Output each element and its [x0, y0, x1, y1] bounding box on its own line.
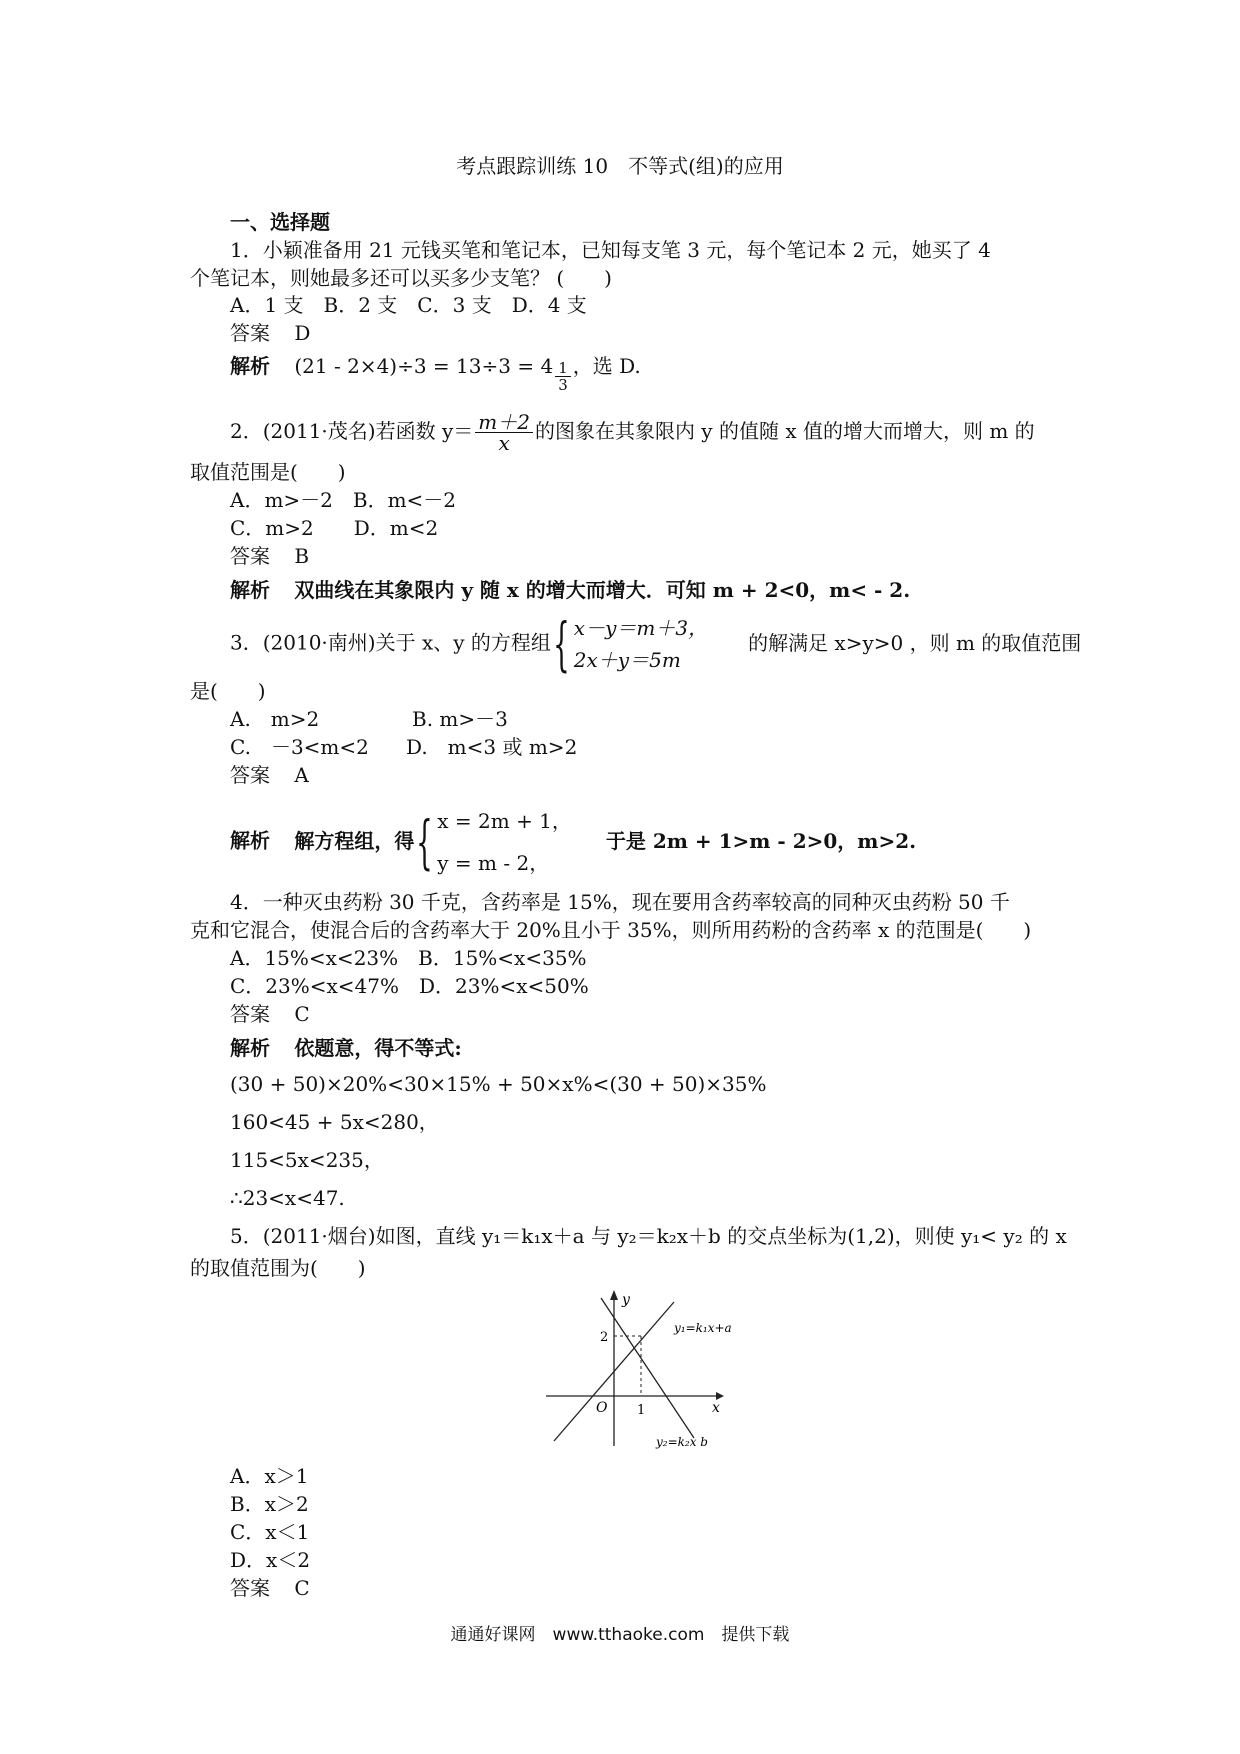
analysis-label: 解析 — [230, 828, 270, 853]
q4-step-1: (30 + 50)×20%<30×15% + 50×x%<(30 + 50)×35% — [230, 1072, 767, 1096]
q3-text-post: 的解满足 x>y>0 ，则 m 的取值范围 — [748, 630, 1082, 655]
analysis-conclusion: 于是 2m + 1>m - 2>0，m>2. — [605, 828, 917, 853]
q3-analysis — [230, 800, 916, 884]
q5-figure-graph — [544, 1288, 774, 1450]
x-axis-label: x — [712, 1400, 720, 1416]
q3-text-line2: 是( ) — [190, 679, 266, 703]
analysis-conclusion: ，选 D. — [572, 354, 641, 378]
q4-options-cd: C．23%<x<47% D．23%<x<50% — [230, 974, 589, 998]
q2-text-line2: 取值范围是( ) — [190, 460, 346, 484]
q3-option-c: C. －3<m<2 — [230, 735, 369, 759]
q3-text-pre: 3．(2010·南州)关于 x、y 的方程组 — [230, 630, 551, 655]
q5-option-c: C．x＜1 — [230, 1520, 310, 1544]
fraction-numerator: 1 — [555, 360, 571, 377]
x-axis-arrow — [716, 1392, 724, 1400]
answer-value: A — [294, 763, 309, 787]
analysis-label: 解析 — [230, 1036, 270, 1060]
answer-label: 答案 — [230, 1002, 270, 1026]
fraction-denominator: x — [498, 431, 510, 455]
line-y2-label: y₂=k₂x b — [656, 1435, 708, 1449]
q5-option-b: B．x＞2 — [230, 1492, 309, 1516]
tick-y-label: 2 — [600, 1330, 609, 1345]
line-y2 — [601, 1298, 694, 1438]
q5-option-a: A．x＞1 — [230, 1464, 309, 1488]
page-footer: 通通好课网 www.tthaoke.com 提供下载 — [450, 1625, 790, 1645]
q3-answer — [230, 761, 309, 789]
answer-label: 答案 — [230, 544, 270, 568]
fraction-denominator: 3 — [558, 376, 568, 394]
brace-symbol: { — [416, 808, 434, 876]
answer-value: D — [294, 321, 311, 345]
q2-text-post: 的图象在其象限内 y 的值随 x 值的增大而增大，则 m 的 — [534, 419, 1035, 443]
q2-analysis — [230, 576, 910, 604]
q2-options-ab: A．m>－2 B．m<－2 — [230, 488, 457, 512]
q4-text-line1: 4．一种灭虫药粉 30 千克，含药率是 15%，现在要用含药率较高的同种灭虫药粉 50 千 — [230, 890, 1010, 914]
q1-text-line2: 个笔记本，则她最多还可以买多少支笔？ ( ) — [190, 266, 612, 290]
analysis-text: 依题意，得不等式: — [294, 1036, 462, 1060]
q1-options: A．1 支 B．2 支 C．3 支 D．4 支 — [230, 293, 587, 317]
answer-value: B — [294, 544, 310, 568]
q5-text-line1: 5．(2011·烟台)如图，直线 y₁＝k₁x＋a 与 y₂＝k₂x＋b 的交点坐标为(1,2)，则使 y₁< y₂ 的 x — [230, 1224, 1067, 1248]
q4-analysis — [230, 1034, 462, 1062]
analysis-text: 解方程组，得 — [294, 828, 415, 853]
q4-text-line2: 克和它混合，使混合后的含药率大于 20%且小于 35%，则所用药粉的含药率 x 的范围是( ) — [190, 918, 1032, 942]
q4-step-2: 160<45 + 5x<280， — [230, 1110, 439, 1134]
q3-option-b: B. m>－3 — [412, 707, 508, 731]
answer-value: C — [294, 1002, 310, 1026]
q4-step-4: ∴23<x<47. — [230, 1186, 345, 1210]
line-y1-label: y₁=k₁x+a — [674, 1321, 732, 1335]
q3-option-a: A. m>2 — [230, 707, 320, 731]
q5-text-line2: 的取值范围为( ) — [190, 1256, 366, 1280]
q5-option-d: D．x＜2 — [230, 1548, 311, 1572]
solution-1: x = 2m + 1， — [437, 809, 572, 833]
q4-answer — [230, 1000, 310, 1028]
q4-options-ab: A．15%<x<23% B．15%<x<35% — [230, 946, 587, 970]
solution-2: y = m - 2， — [437, 851, 550, 875]
y-axis-arrow — [610, 1290, 618, 1300]
q3-option-d: D. m<3 或 m>2 — [406, 735, 578, 759]
answer-label: 答案 — [230, 1576, 270, 1600]
analysis-label: 解析 — [230, 354, 270, 378]
fraction-numerator: m＋2 — [475, 412, 533, 433]
q2-text-pre: 2．(2011·茂名)若函数 y＝ — [230, 419, 474, 443]
answer-label: 答案 — [230, 321, 270, 345]
q4-step-3: 115<5x<235， — [230, 1148, 384, 1172]
origin-label: O — [596, 1400, 608, 1416]
q2-text-line1 — [230, 412, 1035, 453]
answer-value: C — [294, 1576, 310, 1600]
equation-1: x－y＝m＋3， — [573, 616, 709, 640]
q3-text-line1 — [230, 612, 1081, 676]
section-heading: 一、选择题 — [230, 210, 330, 234]
equation-2: 2x＋y＝5m — [573, 648, 681, 672]
analysis-expression: (21 - 2×4)÷3 = 13÷3 = 4 — [294, 354, 554, 378]
q1-text-line1: 1．小颖准备用 21 元钱买笔和笔记本，已知每支笔 3 元，每个笔记本 2 元，她买了 4 — [230, 238, 991, 262]
answer-label: 答案 — [230, 763, 270, 787]
q1-answer — [230, 319, 310, 347]
q5-answer — [230, 1574, 310, 1602]
q2-answer — [230, 542, 309, 570]
y-axis-label: y — [622, 1292, 630, 1308]
q1-analysis — [230, 352, 641, 393]
analysis-label: 解析 — [230, 578, 270, 602]
tick-x-label: 1 — [637, 1403, 646, 1418]
q2-options-cd: C．m>2 D．m<2 — [230, 516, 439, 540]
page-title: 考点跟踪训练 10 不等式(组)的应用 — [456, 154, 784, 178]
analysis-text: 双曲线在其象限内 y 随 x 的增大而增大．可知 m + 2<0，m< - 2. — [294, 578, 911, 602]
brace-symbol: { — [553, 610, 570, 678]
